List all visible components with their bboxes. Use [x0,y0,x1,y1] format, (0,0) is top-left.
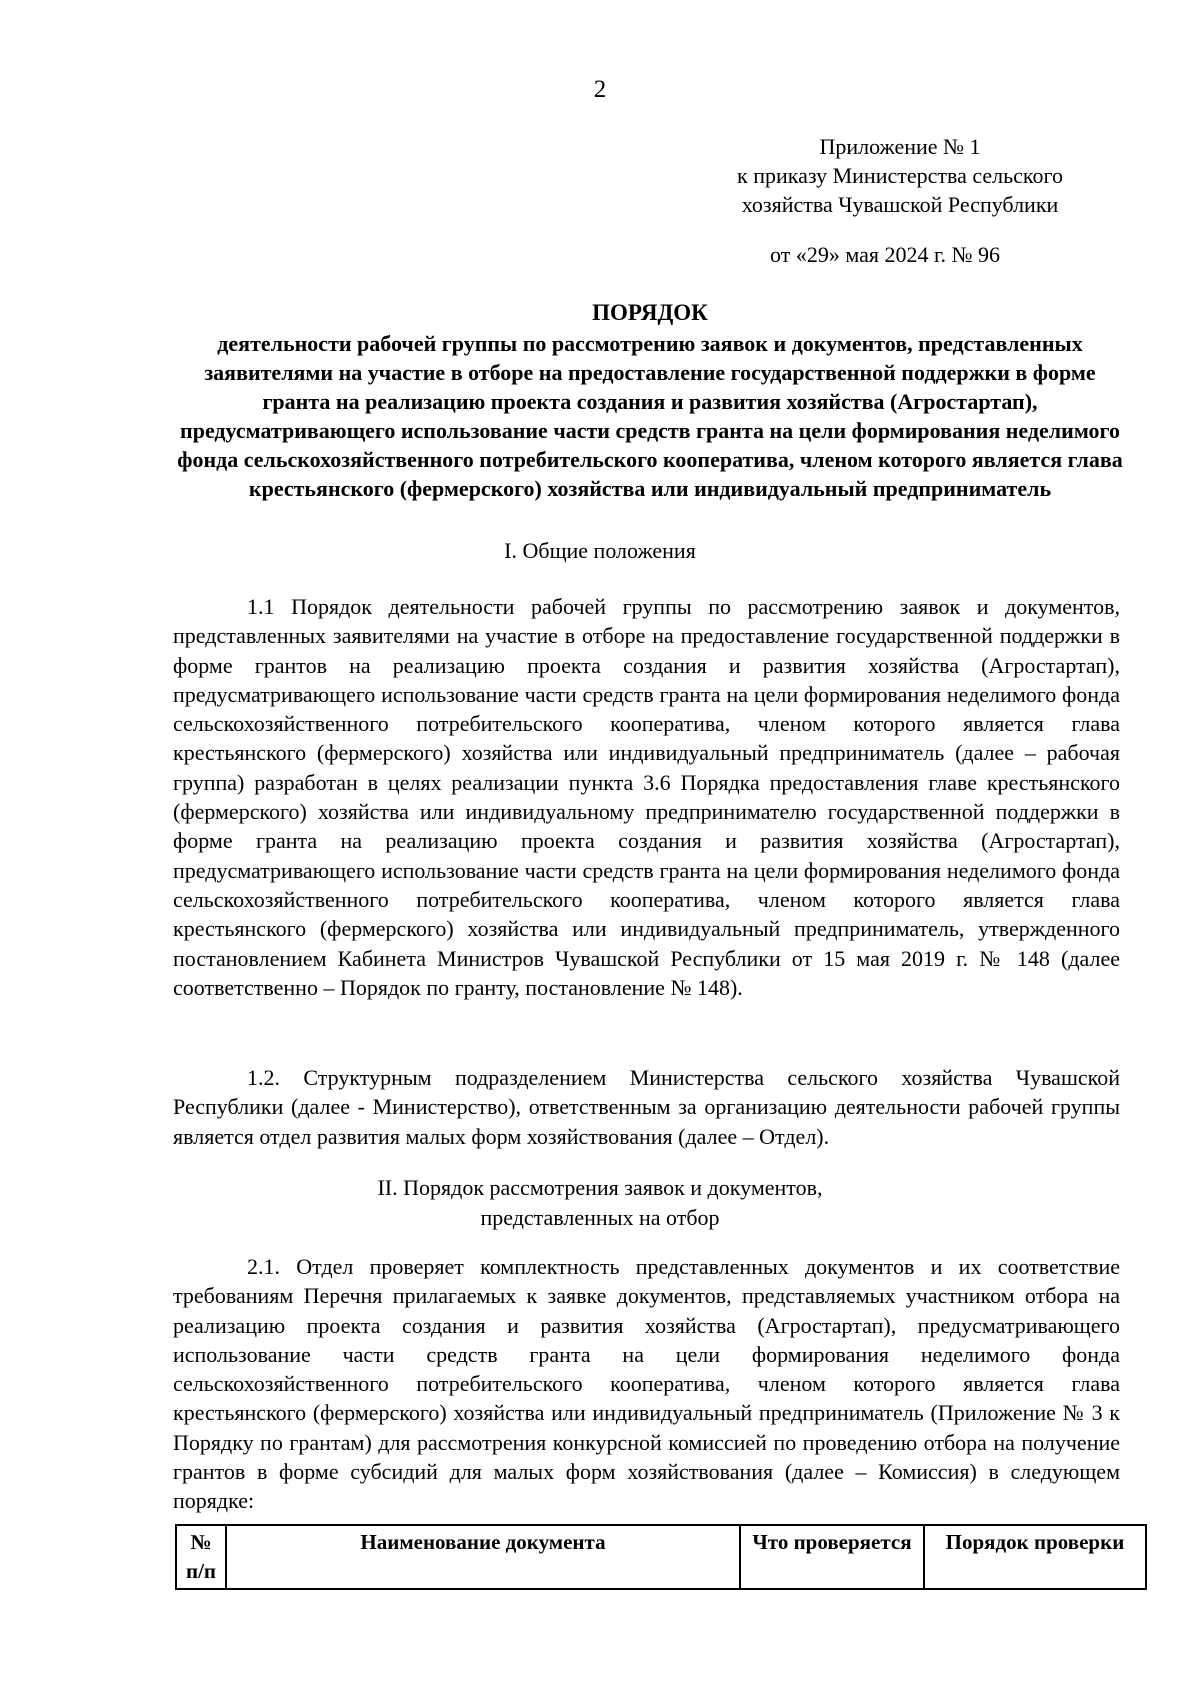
documents-table [175,1524,1147,1590]
table-header-number: № п/п [176,1525,226,1589]
appendix-block [700,132,1100,219]
section-2-heading [0,1173,1200,1233]
title-main: ПОРЯДОК [592,300,708,325]
order-date: от «29» мая 2024 г. № 96 [770,242,1001,267]
section-2-heading-line-1: II. Порядок рассмотрения заявок и документов, [377,1175,823,1200]
paragraph-1-1: 1.1 Порядок деятельности рабочей группы по рассмотрению заявок и документов, представленных заявителями на участие в отборе на предоставление государственной поддержки в форме грантов на реализацию проекта создания и развития хозяйства (Агростартап), предусматривающего использование части средств гранта на цели формирования неделимого фонда сельскохозяйственного потребительского кооператива, членом которого является глава крестьянского (фермерского) хозяйства или индивидуальный предприниматель (далее – рабочая группа) разработан в целях реализации пункта 3.6 Порядка предоставления главе крестьянского (фермерского) хозяйства или индивидуальному предпринимателю государственной поддержки в форме гранта на реализацию проекта создания и развития хозяйства (Агростартап), предусматривающего использование части средств гранта на цели формирования неделимого фонда сельскохозяйственного потребительского кооператива, членом которого является глава крестьянского (фермерского) хозяйства или индивидуальный предприниматель, утвержденного постановлением Кабинета Министров Чувашской Республики от 15 мая 2019 г. № 148 (далее соответственно – Порядок по гранту, постановление № 148). [173,594,1120,1000]
title-subtitle: деятельности рабочей группы по рассмотрению заявок и документов, представленных заявителями на участие в отборе на предоставление государственной поддержки в форме гранта на реализацию проекта создания и развития хозяйства (Агростартап), предусматривающего использование части средств гранта на цели формирования неделимого фонда сельскохозяйственного потребительского кооператива, членом которого является глава крестьянского (фермерского) хозяйства или индивидуальный предприниматель [177,331,1123,501]
section-2-heading-line-2: представленных на отбор [480,1205,720,1230]
table-header-what-checked: Что проверяется [740,1525,924,1589]
table-header-document-name: Наименование документа [226,1525,740,1589]
appendix-line-1: Приложение № 1 [819,134,981,159]
page-number: 2 [593,76,607,103]
section-1-heading: I. Общие положения [504,538,696,563]
paragraph-2-1: 2.1. Отдел проверяет комплектность представленных документов и их соответствие требованиям Перечня прилагаемых к заявке документов, представляемых участником отбора на реализацию проекта создания и развития хозяйства (Агростартап), предусматривающего использование части средств гранта на цели формирования неделимого фонда сельскохозяйственного потребительского кооператива, членом которого является глава крестьянского (фермерского) хозяйства или индивидуальный предприниматель (Приложение № 3 к Порядку по грантам) для рассмотрения конкурсной комиссией по проведению отбора на получение грантов в форме субсидий для малых форм хозяйствования (далее – Комиссия) в следующем порядке: [173,1254,1120,1514]
table-header-row [176,1525,1146,1589]
appendix-line-2: к приказу Министерства сельского [737,163,1063,188]
paragraph-1-2: 1.2. Структурным подразделением Министерства сельского хозяйства Чувашской Республики (далее - Министерство), ответственным за организацию деятельности рабочей группы является отдел развития малых форм хозяйствования (далее – Отдел). [173,1065,1120,1149]
appendix-line-3: хозяйства Чувашской Республики [741,192,1059,217]
document-title [175,298,1125,503]
table-header-check-procedure: Порядок проверки [924,1525,1146,1589]
